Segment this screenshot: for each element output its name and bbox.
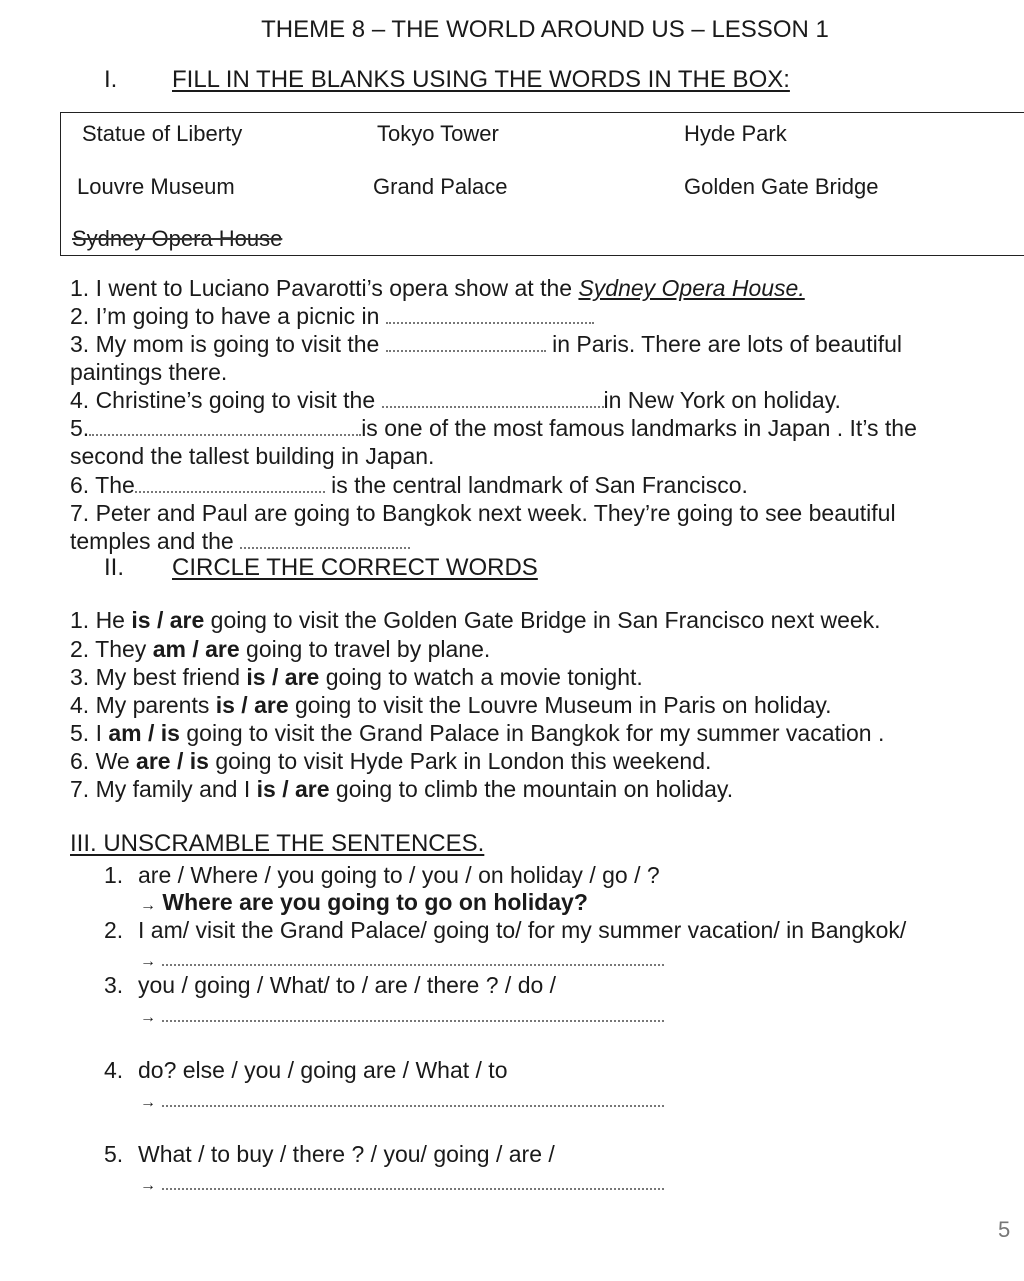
unscramble-item-3-answer-row [140,1000,664,1032]
unscramble-item-5-prompt: What / to buy / there ? / you/ going / are / [138,1141,555,1167]
unscramble-item-2-number: 2. [104,917,124,943]
section-2-heading-text: CIRCLE THE CORRECT WORDS [172,554,538,581]
circle-item-2-text-after: going to travel by plane. [239,636,491,662]
circle-item-5 [70,719,884,747]
fill-item-6-text-after: is the central landmark of San Francisco. [324,472,748,498]
fill-item-4-text-after: in New York on holiday. [603,387,841,413]
circle-item-3-text: 3. My best friend [70,664,247,690]
unscramble-item-1 [104,861,660,889]
unscramble-item-2-prompt: I am/ visit the Grand Palace/ going to/ for my summer vacation/ in Bangkok/ [138,917,907,943]
unscramble-item-5 [104,1140,555,1168]
unscramble-item-4-blank[interactable] [162,1091,664,1107]
unscramble-item-3-prompt: you / going / What/ to / are / there ? / do / [138,972,557,998]
section-1-heading [172,66,790,94]
unscramble-item-2 [104,916,906,944]
arrow-icon: → [140,1009,156,1026]
circle-item-6-text-after: going to visit Hyde Park in London this weekend. [208,748,712,774]
fill-item-6-blank[interactable] [135,473,325,493]
fill-item-4-blank[interactable] [382,388,604,408]
fill-item-3-text: 3. My mom is going to visit the [70,331,386,357]
fill-item-7-blank[interactable] [240,529,410,549]
fill-item-7: 7. Peter and Paul are going to Bangkok next week. They’re going to see beautiful [70,500,896,526]
word-sydney-opera-house: Sydney Opera House [72,226,283,251]
unscramble-item-3-number: 3. [104,972,124,998]
arrow-icon: → [140,897,156,914]
section-1-numeral: I. [104,66,118,93]
section-2-heading [172,554,538,582]
fill-item-5-text-after: is one of the most famous landmarks in Japan . It’s the [361,415,917,441]
circle-item-6-choice[interactable]: are / is [136,748,209,774]
word-tokyo-tower: Tokyo Tower [377,121,499,146]
unscramble-item-3 [104,971,556,999]
fill-item-5-text: 5. [70,415,90,441]
circle-item-1-text: 1. He [70,607,132,633]
fill-item-1-text: 1. I went to Luciano Pavarotti’s opera show at the [70,275,579,301]
fill-item-5-cont: second the tallest building in Japan. [70,443,435,469]
circle-item-7-choice[interactable]: is / are [256,776,330,802]
section-2-numeral: II. [104,554,125,581]
word-golden-gate-bridge: Golden Gate Bridge [684,174,879,199]
unscramble-item-5-answer-row [140,1168,664,1200]
circle-item-2 [70,635,490,663]
circle-item-2-text: 2. They [70,636,153,662]
fill-item-2-blank[interactable] [386,304,594,324]
circle-item-4-text-after: going to visit the Louvre Museum in Paris on holiday. [288,692,832,718]
fill-item-3-text-after: in Paris. There are lots of beautiful [545,331,902,357]
word-louvre-museum: Louvre Museum [77,174,235,199]
section-3-heading-text: III. UNSCRAMBLE THE SENTENCES. [70,830,485,857]
fill-item-3-cont: paintings there. [70,359,228,385]
section-3-heading [70,830,484,858]
circle-item-1-choice[interactable]: is / are [131,607,205,633]
word-grand-palace: Grand Palace [373,174,508,199]
fill-item-4-text: 4. Christine’s going to visit the [70,387,382,413]
unscramble-item-1-prompt: are / Where / you going to / you / on holiday / go / ? [138,862,660,888]
unscramble-item-5-blank[interactable] [162,1174,664,1190]
unscramble-item-4-number: 4. [104,1057,124,1083]
fill-item-2 [70,302,594,330]
word-hyde-park: Hyde Park [684,121,787,146]
fill-item-7-cont-text: temples and the [70,528,241,554]
fill-item-4 [70,386,841,414]
unscramble-item-4-answer-row [140,1085,664,1117]
unscramble-item-5-number: 5. [104,1141,124,1167]
arrow-icon: → [140,1177,156,1194]
circle-item-5-choice[interactable]: am / is [108,720,180,746]
fill-item-2-text: 2. I’m going to have a picnic in [70,303,386,329]
circle-item-5-text: 5. I [70,720,109,746]
arrow-icon: → [140,953,156,970]
fill-item-7-cont [70,527,410,555]
circle-item-6 [70,747,711,775]
circle-item-4-text: 4. My parents [70,692,216,718]
circle-item-4-choice[interactable]: is / are [215,692,289,718]
unscramble-item-4-prompt: do? else / you / going are / What / to [138,1057,508,1083]
unscramble-item-2-blank[interactable] [162,950,664,966]
circle-item-1-text-after: going to visit the Golden Gate Bridge in San Francisco next week. [204,607,881,633]
fill-item-3-blank[interactable] [386,332,546,352]
unscramble-item-1-number: 1. [104,862,124,888]
page-number: 5 [998,1217,1011,1242]
circle-item-3-choice[interactable]: is / are [246,664,320,690]
fill-item-1-answer: Sydney Opera House. [578,275,805,301]
circle-item-7-text-after: going to climb the mountain on holiday. [329,776,734,802]
page-title: THEME 8 – THE WORLD AROUND US – LESSON 1 [261,16,829,43]
fill-item-6 [70,471,748,499]
fill-item-5 [70,414,917,442]
circle-item-3 [70,663,643,691]
fill-item-5-blank[interactable] [89,416,361,436]
arrow-icon: → [140,1094,156,1111]
fill-item-6-text: 6. The [70,472,135,498]
circle-item-7-text: 7. My family and I [70,776,257,802]
circle-item-2-choice[interactable]: am / are [152,636,240,662]
unscramble-item-1-answer: Where are you going to go on holiday? [162,889,588,915]
circle-item-7 [70,775,733,803]
unscramble-item-4 [104,1056,508,1084]
unscramble-item-3-blank[interactable] [162,1006,664,1022]
fill-item-1 [70,274,805,302]
circle-item-5-text-after: going to visit the Grand Palace in Bangkok for my summer vacation . [179,720,885,746]
circle-item-4 [70,691,832,719]
section-1-heading-text: FILL IN THE BLANKS USING THE WORDS IN THE BOX: [172,66,790,93]
circle-item-1 [70,606,881,634]
circle-item-6-text: 6. We [70,748,137,774]
circle-item-3-text-after: going to watch a movie tonight. [319,664,643,690]
word-statue-of-liberty: Statue of Liberty [82,121,243,146]
fill-item-3 [70,330,902,358]
